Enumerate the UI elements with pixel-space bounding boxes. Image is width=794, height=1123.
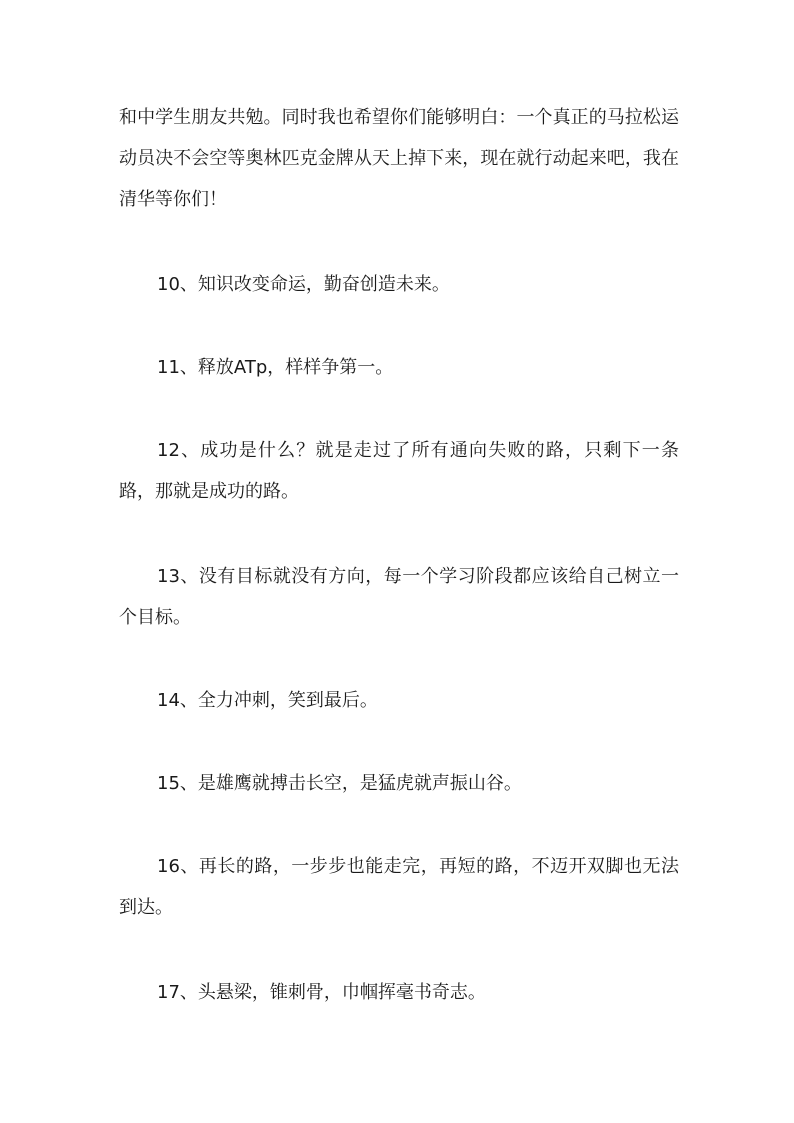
list-item-16: 16、再长的路，一步步也能走完，再短的路，不迈开双脚也无法到达。 xyxy=(119,856,679,918)
list-item-12: 12、成功是什么？就是走过了所有通向失败的路，只剩下一条路，那就是成功的路。 xyxy=(119,440,679,502)
list-item-17: 17、头悬梁，锥刺骨，巾帼挥毫书奇志。 xyxy=(157,982,486,1003)
list-item-11: 11、释放ATp，样样争第一。 xyxy=(157,357,394,378)
list-item-13: 13、没有目标就没有方向，每一个学习阶段都应该给自己树立一个目标。 xyxy=(119,566,679,628)
list-item-10: 10、知识改变命运，勤奋创造未来。 xyxy=(157,274,450,295)
list-item-14: 14、全力冲刺，笑到最后。 xyxy=(157,690,378,711)
intro-paragraph: 和中学生朋友共勉。同时我也希望你们能够明白：一个真正的马拉松运动员决不会空等奥林匹克金牌从天上掉下来，现在就行动起来吧，我在清华等你们！ xyxy=(119,107,679,210)
list-item-15: 15、是雄鹰就搏击长空，是猛虎就声振山谷。 xyxy=(157,773,522,794)
